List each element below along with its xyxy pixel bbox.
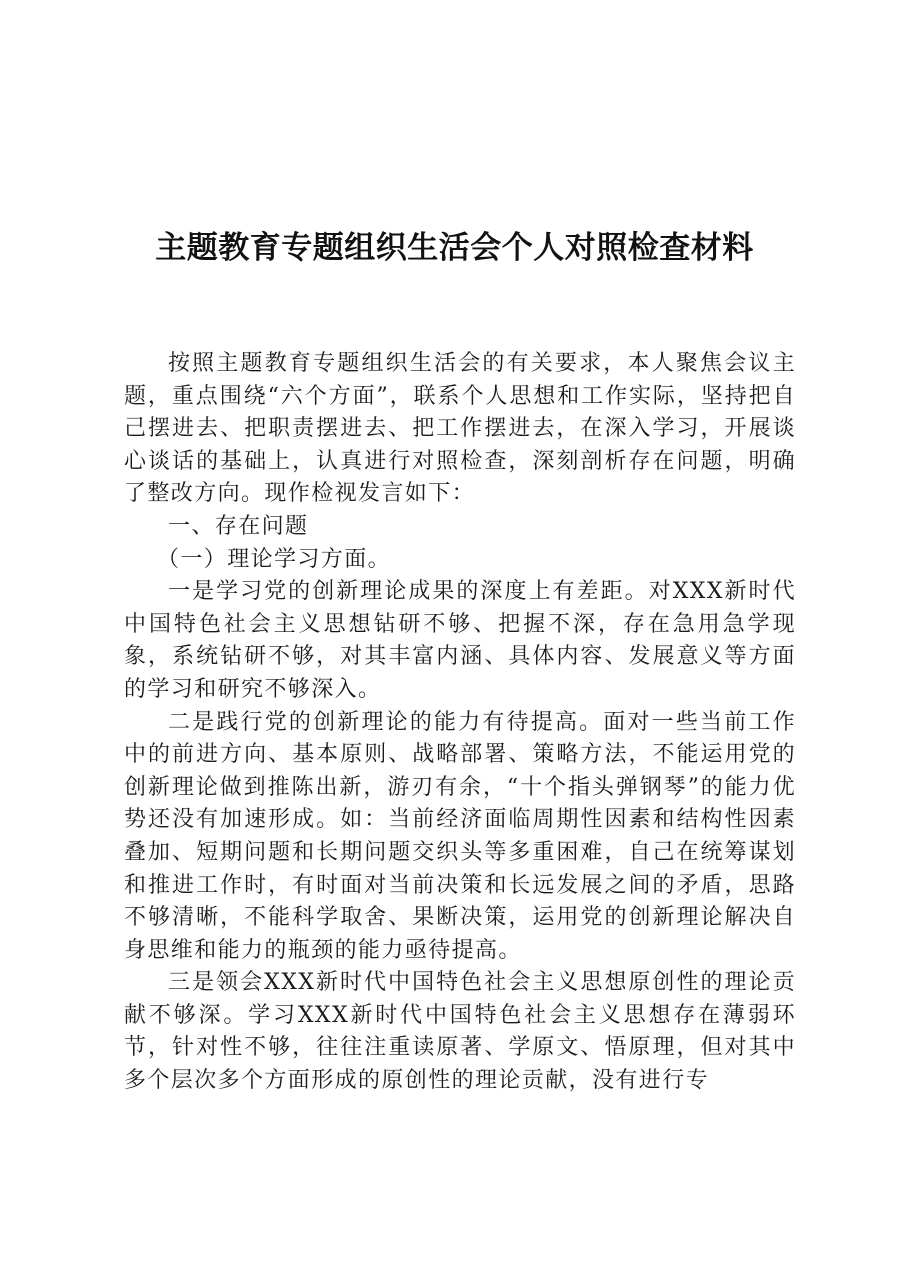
section-heading: 一、存在问题: [168, 513, 309, 539]
body-paragraph: 二是践行党的创新理论的能力有待提高。面对一些当前工作中的前进方向、基本原则、战略部署、策略方法，不能运用党的创新理论做到推陈出新，游刃有余，“十个指头弹钢琴”的能力优势还没有加速形成。如：当前经济面临周期性因素和结构性因素叠加、短期问题和长期问题交织头等多重困难，自己在统筹谋划和推进工作时，有时面对当前决策和长远发展之间的矛盾，思路不够清晰，不能科学取舍、果断决策，运用党的创新理论解决自身思维和能力的瓶颈的能力亟待提高。: [124, 709, 796, 963]
body-paragraph: 一是学习党的创新理论成果的深度上有差距。对XXX新时代中国特色社会主义思想钻研不够、把握不深，存在急用急学现象，系统钻研不够，对其丰富内涵、具体内容、发展意义等方面的学习和研究不够深入。: [124, 579, 796, 702]
intro-paragraph: 按照主题教育专题组织生活会的有关要求，本人聚焦会议主题，重点围绕“六个方面”，联系个人思想和工作实际，坚持把自己摆进去、把职责摆进去、把工作摆进去，在深入学习，开展谈心谈话的基础上，认真进行对照检查，深刻剖析存在问题，明确了整改方向。现作检视发言如下：: [124, 351, 796, 507]
document-body: [124, 348, 796, 1098]
subsection-heading: （一）理论学习方面。: [157, 546, 392, 572]
body-paragraph: 三是领会XXX新时代中国特色社会主义思想原创性的理论贡献不够深。学习XXX新时代中国特色社会主义思想存在薄弱环节，针对性不够，往往注重读原著、学原文、悟原理，但对其中多个层次多个方面形成的原创性的理论贡献，没有进行专: [124, 970, 796, 1094]
document-title: 主题教育专题组织生活会个人对照检查材料: [155, 230, 754, 266]
